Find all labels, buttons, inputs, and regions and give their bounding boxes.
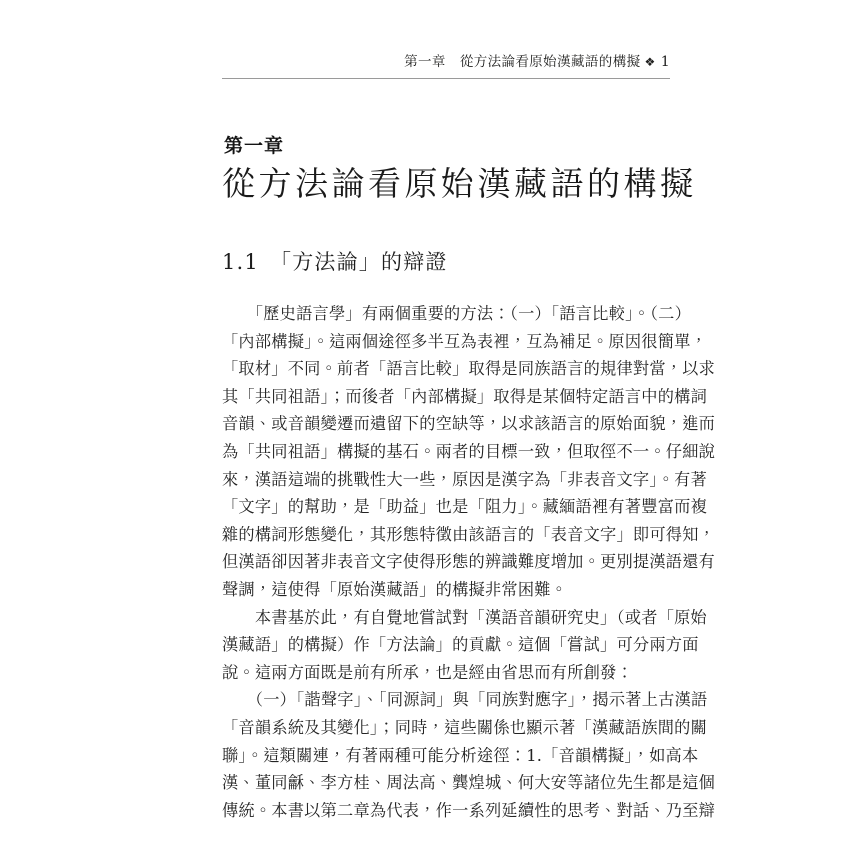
body-line: 「音韻系統及其變化」；同時，這些關係也顯示著「漢藏語族間的關: [222, 717, 708, 737]
chapter-label: 第一章: [224, 135, 285, 157]
body-paragraph: [222, 604, 708, 687]
body-line: 漢、董同龢、李方桂、周法高、龔煌城、何大安等諸位先生都是這個: [222, 773, 716, 793]
body-line: 漢藏語」的構擬）作「方法論」的貢獻。這個「嘗試」可分兩方面: [222, 635, 699, 655]
section-title: 「方法論」的辯證: [270, 250, 448, 274]
body-line: 為「共同祖語」構擬的基石。兩者的目標一致，但取徑不一。仔細說: [222, 441, 716, 461]
page-number: 1: [660, 54, 670, 70]
running-header-chapter-label: 第一章: [404, 54, 446, 70]
body-line: 本書基於此，有自覺地嘗試對「漢語音韻研究史」（或者「原始: [222, 607, 708, 627]
running-header: [222, 52, 670, 72]
body-line: 「取材」不同。前者「語言比較」取得是同族語言的規律對當，以求: [222, 359, 716, 379]
body-line: 聯」。這類關連，有著兩種可能分析途徑：1.「音韻構擬」，如高本: [222, 745, 699, 765]
body-line: （一）「諧聲字」、「同源詞」與「同族對應字」，揭示著上古漢語: [222, 690, 708, 710]
body-line: 「內部構擬」。這兩個途徑多半互為表裡，互為補足。原因很簡單，: [222, 331, 708, 351]
section-number: 1.1: [222, 250, 259, 274]
body-text: [222, 300, 716, 824]
body-line: 來，漢語這端的挑戰性大一些，原因是漢字為「非表音文字」。有著: [222, 469, 708, 489]
body-line: 其「共同祖語」；而後者「內部構擬」取得是某個特定語言中的構詞: [222, 386, 708, 406]
body-line: 傳統。本書以第二章為代表，作一系列延續性的思考、對話、乃至辯: [222, 800, 716, 820]
body-paragraph: [222, 686, 716, 824]
running-header-title: 從方法論看原始漢藏語的構擬: [459, 54, 641, 70]
body-line: 說。這兩方面既是前有所承，也是經由省思而有所創發：: [222, 662, 633, 682]
body-line: 音韻、或音韻變遷而遺留下的空缺等，以求該語言的原始面貌，進而: [222, 414, 716, 434]
diamond-ornament-icon: ❖: [644, 54, 656, 69]
header-rule-divider: [222, 78, 670, 79]
section-heading: [222, 247, 448, 277]
chapter-title: 從方法論看原始漢藏語的構擬: [222, 164, 697, 203]
body-line: 「文字」的幫助，是「助益」也是「阻力」。藏緬語裡有著豐富而複: [222, 497, 708, 517]
body-line: 但漢語卻因著非表音文字使得形態的辨識難度增加。更別提漢語還有: [222, 552, 716, 572]
body-line: 聲調，這使得「原始漢藏語」的構擬非常困難。: [222, 579, 568, 599]
body-paragraph: [222, 300, 716, 604]
body-line: 「歷史語言學」有兩個重要的方法：（一）「語言比較」。（二）: [222, 304, 692, 323]
body-line: 雜的構詞形態變化，其形態特徵由該語言的「表音文字」即可得知，: [222, 524, 716, 544]
